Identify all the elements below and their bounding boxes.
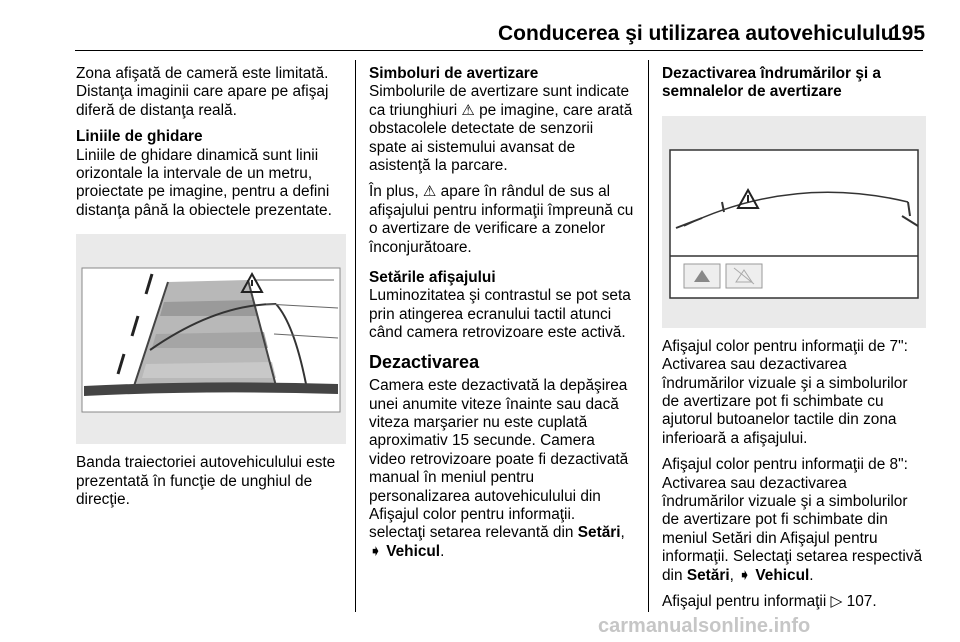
menu-path-vehicul: Vehicul [755,566,810,584]
paragraph: În plus, ⚠ apare în rândul de sus al afişajului pentru informaţii împreună cu o avertizare de verificare a zonelor înconjurătoare. [369,183,634,256]
page-header-title: Conducerea şi utilizarea autovehiculului [498,22,900,45]
paragraph: Banda traiectoriei autovehiculului este prezentată în funcţie de unghiul de direcţie. [76,454,336,509]
header-rule [75,50,923,51]
section-heading: Liniile de ghidare [76,128,203,146]
menu-path-vehicul: Vehicul [386,542,441,560]
paragraph: Afişajul color pentru informaţii de 8": Activarea sau dezactivarea îndrumărilor vizuale şi a simbolurilor de avertizare pot fi schimbate din meniul Setări din Afişajul pentru informaţii. Selectaţi setarea respectivă din Setări, ➧ Vehicul. [662,456,923,584]
paragraph: Zona afişată de cameră este limitată. Distanţa imaginii care apare pe afişaj diferă de distanţa reală. [76,65,329,119]
menu-path-setari: Setări [577,524,621,542]
page-reference-icon: ▷ [830,593,843,611]
figure-guidelines [76,234,346,444]
paragraph: Liniile de ghidare dinamică sunt linii orizontale la intervale de un metru, proiectate pe imagine, pentru a defini distanţa până la obiectele prezentate. [76,146,332,219]
paragraph: Luminozitatea şi contrastul se pot seta prin atingerea ecranului tactil atunci când camera retrovizoare este activă. [369,287,631,342]
figure-display [662,116,926,328]
paragraph: Afişajul color pentru informaţii de 7": Activarea sau dezactivarea îndrumărilor vizuale şi a simbolurilor de avertizare pot fi schimbate cu ajutorul butoanelor tactile din zona inferioară a afişajului. [662,337,908,447]
section-heading: Dezactivarea îndrumărilor şi a semnalelor de avertizare [662,65,881,101]
section-heading: Setările afişajului [369,269,496,287]
display-illustration [662,116,926,328]
column-1 [76,65,346,517]
guidelines-illustration [76,234,346,444]
warning-triangle-icon: ⚠ [461,101,475,119]
column-3 [662,65,926,620]
page-reference: 107. [846,593,877,611]
page-number: 195 [890,22,926,45]
arrow-icon: ➧ [738,566,752,584]
warning-triangle-icon: ⚠ [422,183,437,201]
paragraph: Camera este dezactivată la depăşirea unei anumite viteze înainte sau dacă viteza marşarier nu este cuplată aproximativ 15 secunde. Camera video retrovizoare poate fi dezactivată manual în meniul pentru personalizarea autovehiculului din Afişajul color pentru informaţii. selectaţi setarea relevantă din Setări, ➧ Vehicul. [369,377,629,560]
paragraph: Afişajul pentru informaţii ▷ 107. [662,593,877,611]
section-heading: Simboluri de avertizare [369,65,539,82]
column-2 [369,65,635,569]
column-separator [648,60,649,612]
menu-path-setari: Setări [686,566,730,584]
arrow-icon: ➧ [369,542,382,560]
paragraph: Simbolurile de avertizare sunt indicate ca triunghiuri ⚠ pe imagine, care arată obstacolele detectate de senzorii spate ai sistemului avansat de asistenţă la parcare. [369,83,633,175]
column-separator [355,60,356,612]
section-heading-large: Dezactivarea [369,351,480,372]
watermark: carmanualsonline.info [598,615,811,637]
